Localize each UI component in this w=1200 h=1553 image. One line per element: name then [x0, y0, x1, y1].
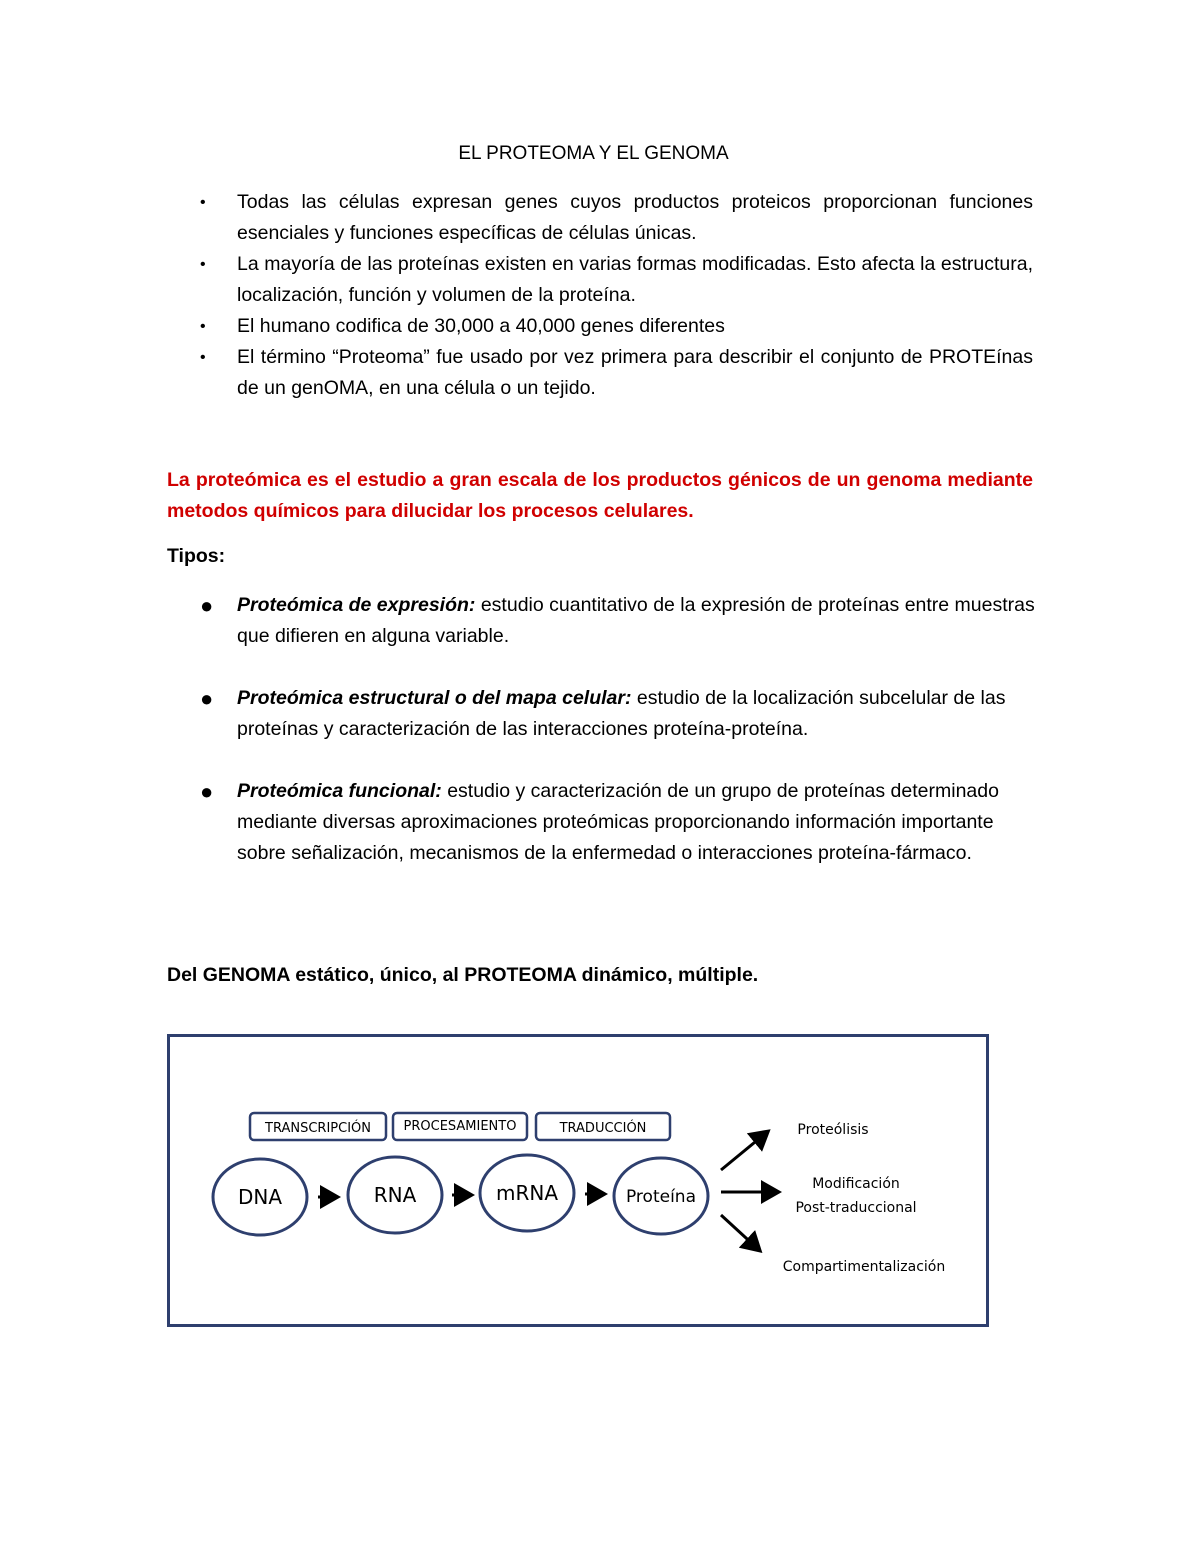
bullet-icon: •: [200, 194, 206, 211]
bullet-icon: •: [200, 318, 206, 335]
arrow-to-compartimentalizacion: [721, 1215, 758, 1249]
list-item: • Todas las células expresan genes cuyos productos proteicos proporcionan funciones esenciales y funciones específicas de células únicas.: [200, 187, 1033, 249]
arrow-to-proteolisis: [721, 1133, 766, 1170]
page-title: EL PROTEOMA Y EL GENOMA: [458, 143, 729, 164]
tipo-term: Proteómica funcional:: [237, 780, 442, 802]
list-item: [200, 776, 1040, 869]
list-item: • La mayoría de las proteínas existen en varias formas modificadas. Esto afecta la estructura, localización, función y volumen de la proteína.: [200, 249, 1033, 311]
process-label-procesamiento: PROCESAMIENTO: [403, 1119, 517, 1134]
tipo-description: estudio cuantitativo de la expresión de proteínas entre muestras que difieren en alguna variable.: [237, 594, 1035, 647]
flow-diagram: [170, 1037, 986, 1324]
list-item: [200, 590, 1040, 652]
bullet-icon: ●: [200, 779, 214, 804]
definition-paragraph: La proteómica es el estudio a gran escala de los productos génicos de un genoma mediante metodos químicos para dilucidar los procesos celulares.: [167, 469, 1033, 522]
list-item: [200, 683, 1040, 745]
node-label-mrna: mRNA: [495, 1181, 559, 1205]
bullet-icon: ●: [200, 593, 214, 618]
bullet-icon: •: [200, 256, 206, 273]
outcome-modificacion-line1: Modificación: [812, 1176, 900, 1192]
list-item: • El término “Proteoma” fue usado por vez primera para describir el conjunto de PROTEínas de un genOMA, en una célula o un tejido.: [200, 342, 1033, 404]
bullet-icon: •: [200, 349, 206, 366]
tipos-heading: Tipos:: [167, 545, 226, 567]
node-label-proteina: Proteína: [625, 1187, 697, 1207]
outcome-proteolisis: Proteólisis: [797, 1122, 869, 1138]
diagram-frame: [167, 1034, 989, 1327]
outcome-compartimentalizacion: Compartimentalización: [782, 1259, 946, 1275]
tipo-term: Proteómica de expresión:: [237, 594, 476, 616]
diagram-caption: Del GENOMA estático, único, al PROTEOMA dinámico, múltiple.: [167, 964, 759, 986]
node-label-rna: RNA: [373, 1183, 417, 1207]
node-label-dna: DNA: [237, 1185, 283, 1209]
tipos-list: [200, 590, 1040, 900]
bullet-icon: ●: [200, 686, 214, 711]
outcome-modificacion-line2: Post-traduccional: [795, 1200, 917, 1216]
tipo-description: estudio de la localización subcelular de las proteínas y caracterización de las interacciones proteína-proteína.: [237, 687, 1006, 740]
process-label-traduccion: TRADUCCIÓN: [559, 1121, 647, 1136]
process-label-transcripcion: TRANSCRIPCIÓN: [265, 1121, 371, 1136]
intro-bullet-list: [200, 187, 1033, 404]
tipo-description: estudio y caracterización de un grupo de proteínas determinado mediante diversas aproximaciones proteómicas proporcionando información importante sobre señalización, mecanismos de la enfermedad o interacciones proteína-fármaco.: [237, 780, 999, 864]
tipo-term: Proteómica estructural o del mapa celular:: [237, 687, 632, 709]
list-item: • El humano codifica de 30,000 a 40,000 genes diferentes: [200, 311, 1033, 342]
